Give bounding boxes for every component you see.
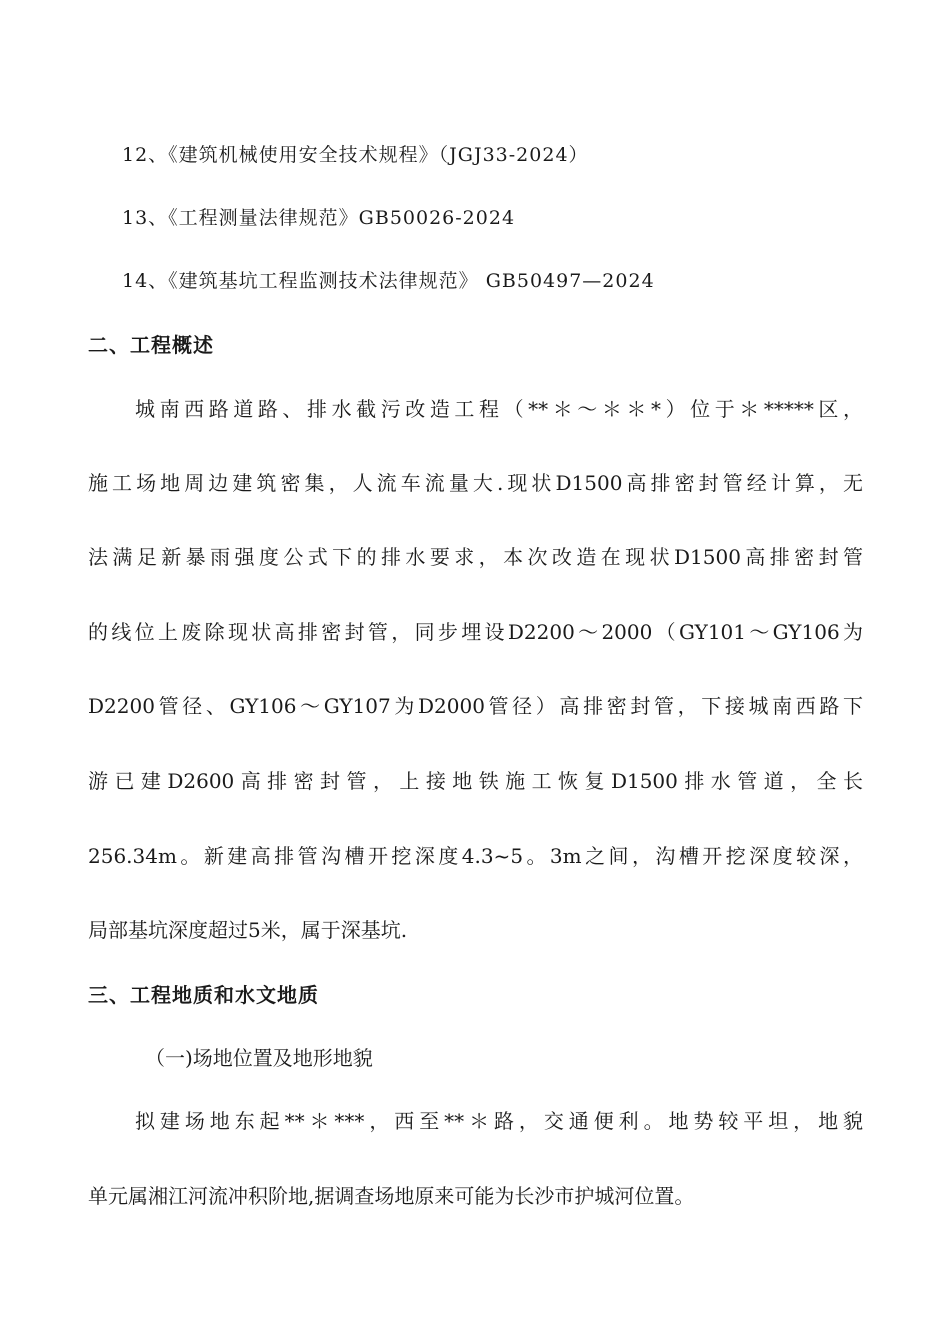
site-paragraph-line: 拟建场地东起**＊***，西至**＊路，交通便利。地势较平坦，地貌 — [135, 1109, 863, 1133]
overview-paragraph-line: 施工场地周边建筑密集，人流车流量大.现状D1500高排密封管经计算，无 — [88, 471, 863, 495]
site-paragraph-line: 单元属湘江河流冲积阶地,据调查场地原来可能为长沙市护城河位置。 — [88, 1184, 695, 1208]
overview-paragraph-line: 的线位上废除现状高排密封管，同步埋设D2200～2000（GY101～GY106为 — [88, 620, 863, 644]
overview-paragraph-line: 256.34m。新建高排管沟槽开挖深度4.3~5。3m之间，沟槽开挖深度较深， — [88, 844, 863, 868]
overview-paragraph-line: 城南西路道路、排水截污改造工程（**＊～＊＊*）位于＊*****区， — [135, 397, 863, 421]
reference-item-13: 13、《工程测量法律规范》GB50026-2024 — [122, 207, 516, 229]
reference-item-12: 12、《建筑机械使用安全技术规程》（JGJ33-2024） — [122, 144, 589, 166]
section-heading-overview: 二、工程概述 — [88, 333, 214, 357]
overview-paragraph-line: 游已建D2600高排密封管，上接地铁施工恢复D1500排水管道，全长 — [88, 769, 863, 793]
section-heading-geology: 三、工程地质和水文地质 — [88, 983, 319, 1007]
overview-paragraph-line: 局部基坑深度超过5米，属于深基坑. — [88, 918, 408, 942]
subsection-heading-site-location: （一)场地位置及地形地貌 — [145, 1046, 373, 1070]
overview-paragraph-line: D2200管径、GY106～GY107为D2000管径）高排密封管，下接城南西路下 — [88, 694, 863, 718]
reference-item-14: 14、《建筑基坑工程监测技术法律规范》 GB50497—2024 — [122, 270, 655, 292]
overview-paragraph-line: 法满足新暴雨强度公式下的排水要求，本次改造在现状D1500高排密封管 — [88, 545, 863, 569]
